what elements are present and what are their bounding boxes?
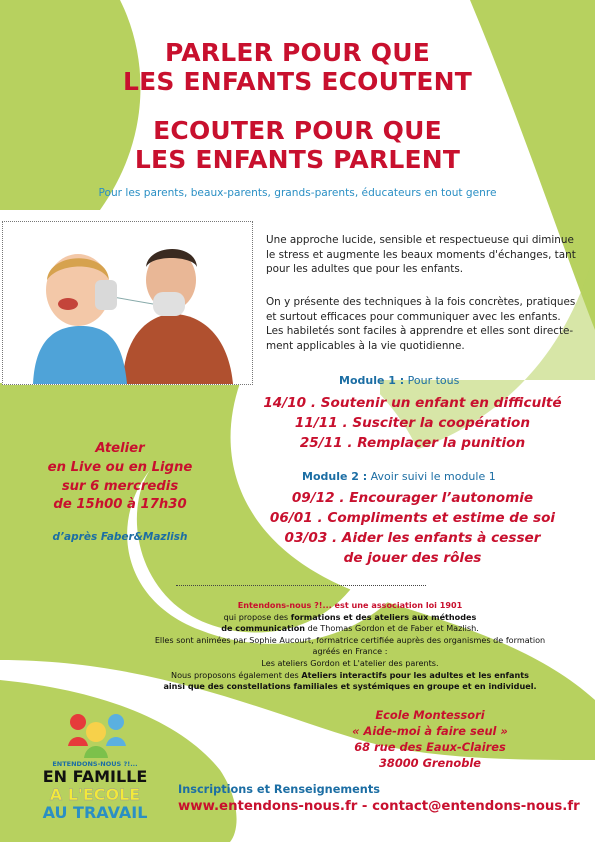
module-1-heading	[339, 374, 459, 387]
logo-faces-icon	[30, 708, 160, 758]
module-2-heading	[302, 470, 496, 483]
association-text: Entendons-nous ?!... est une association loi 1901 qui propose des formations et des ateliers aux méthodes de communication de Thomas Gordon et de Faber et Mazlish. Elles sont animées par Sophie Aucourt, formatrice certifiée auprès des organismes de formation agréés en France : Les ateliers Gordon et L'atelier des parents. Nous proposons également des Ateliers interactifs pour les adultes et les enfants ainsi que des constellations familiales et systémiques en groupe et en individuel.	[154, 600, 546, 692]
module-1-label: Module 1 :	[339, 374, 405, 387]
session-item: 03/03 . Aider les enfants à cesser	[284, 530, 541, 546]
atelier-credit: d’après Faber&Mazlish	[52, 531, 188, 543]
title-line-2: LES ENFANTS ECOUTENT	[122, 67, 473, 96]
description-paragraph-2: On y présente des techniques à la fois concrètes, pratiques et surtout efficaces pour communiquer avec les enfants. Les habiletés sont faciles à apprendre et elles sont directe- ment applicables à la vie quotidienne.	[266, 296, 576, 352]
session-item: 09/12 . Encourager l’autonomie	[291, 490, 534, 506]
title-line-3: ECOUTER POUR QUE	[153, 116, 442, 145]
module-1-sessions	[240, 393, 585, 453]
contact-heading: Inscriptions et Renseignements	[178, 783, 380, 796]
session-item: de jouer des rôles	[343, 550, 482, 566]
title-line-1: PARLER POUR QUE	[164, 38, 431, 67]
logo	[30, 708, 160, 833]
module-2-label: Module 2 :	[302, 470, 368, 483]
logo-tagline: ENTENDONS-NOUS ?!...	[52, 760, 138, 768]
photo-father-child	[2, 221, 253, 385]
title-line-4: LES ENFANTS PARLENT	[134, 145, 461, 174]
photo-illustration	[3, 222, 252, 384]
description-paragraph-1: Une approche lucide, sensible et respectueuse qui diminue le stress et augmente les beaux moments d'échanges, tant pour les adultes que pour les enfants.	[266, 234, 576, 276]
contact-web-email[interactable]: www.entendons-nous.fr - contact@entendons-nous.fr	[178, 799, 580, 814]
module-2-audience: Avoir suivi le module 1	[370, 470, 496, 483]
session-item: 06/01 . Compliments et estime de soi	[269, 510, 556, 526]
atelier-info: Atelier en Live ou en Ligne sur 6 mercredis de 15h00 à 17h30	[47, 441, 193, 513]
subtitle: Pour les parents, beaux-parents, grands-parents, éducateurs en tout genre	[98, 187, 497, 199]
logo-line-2: A L'ECOLE	[49, 785, 141, 804]
module-2-sessions	[240, 488, 585, 568]
session-item: 11/11 . Susciter la coopération	[294, 415, 531, 431]
logo-line-1: EN FAMILLE	[42, 767, 148, 786]
dotted-divider	[176, 585, 426, 586]
module-1-audience: Pour tous	[407, 374, 460, 387]
session-item: 25/11 . Remplacer la punition	[299, 435, 526, 451]
school-address: Ecole Montessori « Aide-moi à faire seul » 68 rue des Eaux-Claires 38000 Grenoble	[352, 708, 508, 770]
session-item: 14/10 . Soutenir un enfant en difficulté	[263, 395, 562, 411]
logo-line-3: AU TRAVAIL	[42, 803, 148, 822]
